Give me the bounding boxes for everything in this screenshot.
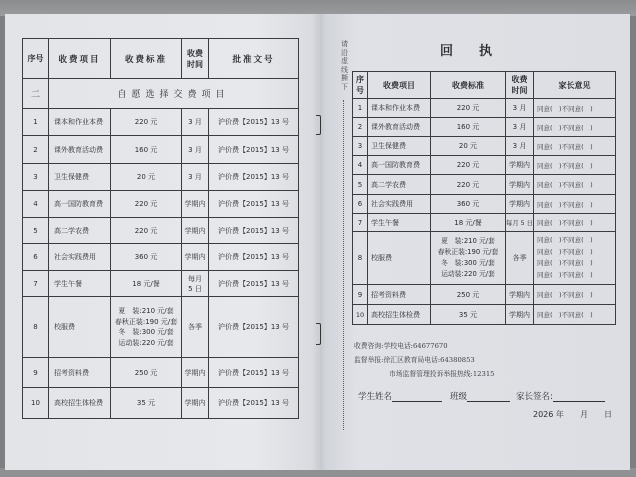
row-standard: 18 元/餐 — [431, 214, 506, 232]
table-row — [23, 164, 299, 191]
row-time: 学期内 — [182, 388, 209, 419]
receipt-table — [352, 71, 616, 325]
row-standard: 20 元 — [431, 137, 506, 156]
row-standard: 35 元 — [431, 305, 506, 325]
row-no: 7 — [353, 214, 368, 232]
row-approval: 沪价费【2015】13 号 — [209, 164, 299, 191]
class-field[interactable]: 班级 — [450, 390, 510, 402]
date-year: 2026 年 — [533, 410, 564, 419]
row-no: 9 — [23, 358, 49, 388]
opinion-checkbox[interactable]: 同意( )不同意( ) — [534, 137, 616, 156]
row-standard: 220 元 — [431, 156, 506, 175]
row-approval: 沪价费【2015】13 号 — [209, 218, 299, 244]
parent-signature-field[interactable]: 家长签名: — [516, 390, 605, 402]
row-no: 3 — [353, 137, 368, 156]
row-standard: 160 元 — [111, 136, 182, 164]
row-standard: 18 元/餐 — [111, 271, 182, 297]
row-no: 10 — [353, 305, 368, 325]
row-no: 5 — [353, 175, 368, 195]
student-name-blank[interactable] — [392, 393, 442, 402]
row-no: 8 — [353, 232, 368, 285]
row-item: 卫生保健费 — [368, 137, 431, 156]
row-item: 社会实践费用 — [49, 244, 111, 271]
receipt-row — [353, 175, 616, 195]
row-time: 学期内 — [506, 156, 534, 175]
row-standard: 250 元 — [111, 358, 182, 388]
table-row — [23, 358, 299, 388]
row-no: 6 — [353, 195, 368, 214]
opinion-checkbox[interactable]: 同意( )不同意( ) — [537, 259, 593, 267]
table-row — [23, 136, 299, 164]
header-no: 序 号 — [353, 72, 368, 99]
row-approval: 沪价费【2015】13 号 — [209, 297, 299, 358]
staple-top — [316, 115, 321, 135]
row-no: 8 — [23, 297, 49, 358]
tear-instruction: 请沿虚线撕下 — [341, 40, 348, 91]
row-approval: 沪价费【2015】13 号 — [209, 358, 299, 388]
row-standard: 160 元 — [431, 118, 506, 137]
row-time: 学期内 — [506, 285, 534, 305]
row-item: 高二学农费 — [368, 175, 431, 195]
tear-dotted-line[interactable] — [343, 100, 344, 430]
row-time: 3 月 — [182, 136, 209, 164]
receipt-title: 回执 — [440, 44, 519, 59]
group-index: 二 — [23, 79, 49, 109]
row-time: 各季 — [506, 232, 534, 285]
header-opinion: 家长意见 — [534, 72, 616, 99]
row-time: 3 月 — [506, 118, 534, 137]
staple-bottom — [316, 323, 321, 345]
group-row — [23, 79, 299, 109]
row-item: 高一国防教育费 — [49, 191, 111, 218]
row-item: 课本和作业本费 — [368, 99, 431, 118]
row-time: 各季 — [182, 297, 209, 358]
header-approval: 批准文号 — [209, 39, 299, 79]
row-time: 每月 5 日 — [506, 214, 534, 232]
row-standard: 360 元 — [431, 195, 506, 214]
row-approval: 沪价费【2015】13 号 — [209, 191, 299, 218]
row-approval: 沪价费【2015】13 号 — [209, 244, 299, 271]
row-no: 1 — [23, 109, 49, 136]
opinion-checkbox-group — [534, 232, 616, 285]
opinion-checkbox[interactable]: 同意( )不同意( ) — [537, 247, 593, 256]
row-no: 10 — [23, 388, 49, 419]
row-standard: 220 元 — [111, 109, 182, 136]
class-blank[interactable] — [467, 393, 510, 402]
receipt-row — [353, 214, 616, 232]
book-spine — [312, 14, 326, 470]
fee-inquiry-contact: 收费咨询:学校电话:64677670 — [354, 342, 448, 350]
opinion-checkbox[interactable]: 同意( )不同意( ) — [534, 118, 616, 137]
table-row — [23, 191, 299, 218]
opinion-checkbox[interactable]: 同意( )不同意( ) — [534, 195, 616, 214]
row-time: 学期内 — [506, 175, 534, 195]
receipt-row — [353, 137, 616, 156]
row-item: 校服费 — [49, 297, 111, 358]
header-item: 收费项目 — [368, 72, 431, 99]
row-approval: 沪价费【2015】13 号 — [209, 271, 299, 297]
opinion-checkbox[interactable]: 同意( )不同意( ) — [534, 156, 616, 175]
receipt-row — [353, 285, 616, 305]
row-standard: 35 元 — [111, 388, 182, 419]
row-time: 3 月 — [182, 109, 209, 136]
row-item: 高校招生体检费 — [368, 305, 431, 325]
receipt-row — [353, 195, 616, 214]
row-time: 学期内 — [506, 195, 534, 214]
row-no: 9 — [353, 285, 368, 305]
row-no: 1 — [353, 99, 368, 118]
row-time: 学期内 — [182, 244, 209, 271]
date-month: 月 — [580, 410, 588, 419]
row-no: 6 — [23, 244, 49, 271]
fee-table — [22, 38, 299, 419]
receipt-header-row — [353, 72, 616, 99]
opinion-checkbox[interactable]: 同意( )不同意( ) — [534, 214, 616, 232]
row-approval: 沪价费【2015】13 号 — [209, 109, 299, 136]
receipt-row — [353, 156, 616, 175]
row-item: 课外教育活动费 — [368, 118, 431, 137]
row-time: 每月 5 日 — [182, 271, 209, 297]
row-standard: 20 元 — [111, 164, 182, 191]
row-no: 4 — [23, 191, 49, 218]
row-no: 5 — [23, 218, 49, 244]
complaint-hotline: 市场监督管理投诉举报热线:12315 — [389, 370, 495, 378]
opinion-checkbox[interactable]: 同意( )不同意( ) — [534, 285, 616, 305]
row-item: 招考资料费 — [49, 358, 111, 388]
receipt-row — [353, 99, 616, 118]
row-time: 学期内 — [182, 358, 209, 388]
receipt-row — [353, 118, 616, 137]
row-no: 4 — [353, 156, 368, 175]
row-time: 学期内 — [506, 305, 534, 325]
opinion-checkbox[interactable]: 同意( )不同意( ) — [537, 236, 593, 244]
row-standard: 220 元 — [111, 218, 182, 244]
parent-signature-blank[interactable] — [553, 393, 605, 402]
receipt-row — [353, 232, 616, 285]
table-row — [23, 388, 299, 419]
opinion-checkbox[interactable]: 同意( )不同意( ) — [534, 175, 616, 195]
row-standard: 220 元 — [431, 99, 506, 118]
row-no: 7 — [23, 271, 49, 297]
row-standard: 250 元 — [431, 285, 506, 305]
row-item: 社会实践费用 — [368, 195, 431, 214]
row-item: 学生午餐 — [49, 271, 111, 297]
table-row — [23, 109, 299, 136]
row-item: 学生午餐 — [368, 214, 431, 232]
table-row — [23, 297, 299, 358]
row-no: 2 — [353, 118, 368, 137]
table-row — [23, 244, 299, 271]
receipt-row — [353, 305, 616, 325]
row-time: 3 月 — [506, 137, 534, 156]
row-no: 3 — [23, 164, 49, 191]
header-time: 收费 时间 — [506, 72, 534, 99]
row-no: 2 — [23, 136, 49, 164]
row-item: 招考资料费 — [368, 285, 431, 305]
row-time: 学期内 — [182, 191, 209, 218]
group-label: 自愿选择交费项目 — [49, 79, 299, 109]
row-item: 课本和作业本费 — [49, 109, 111, 136]
opinion-checkbox[interactable]: 同意( )不同意( ) — [534, 99, 616, 118]
row-item: 高二学农费 — [49, 218, 111, 244]
student-name-field[interactable]: 学生姓名 — [358, 390, 442, 402]
row-standard: 夏 装:210 元/套 春秋正装:190 元/套 冬 装:300 元/套 运动装:220 元/套 — [431, 232, 506, 285]
row-time: 学期内 — [182, 218, 209, 244]
opinion-checkbox[interactable]: 同意( )不同意( ) — [537, 270, 593, 279]
row-item: 课外教育活动费 — [49, 136, 111, 164]
row-approval: 沪价费【2015】13 号 — [209, 388, 299, 419]
date-day: 日 — [604, 410, 612, 419]
row-item: 高一国防教育费 — [368, 156, 431, 175]
table-row — [23, 271, 299, 297]
opinion-checkbox[interactable]: 同意( )不同意( ) — [534, 305, 616, 325]
header-standard: 收费标准 — [431, 72, 506, 99]
row-item: 高校招生体检费 — [49, 388, 111, 419]
row-standard: 220 元 — [431, 175, 506, 195]
row-item: 校服费 — [368, 232, 431, 285]
row-standard: 360 元 — [111, 244, 182, 271]
supervision-contact: 监督举报:徐汇区教育局电话:64380853 — [354, 356, 475, 364]
row-time: 3 月 — [182, 164, 209, 191]
table-row — [23, 218, 299, 244]
row-standard: 夏 装:210 元/套 春秋正装:190 元/套 冬 装:300 元/套 运动装:220 元/套 — [111, 297, 182, 358]
row-time: 3 月 — [506, 99, 534, 118]
header-standard: 收费标准 — [111, 39, 182, 79]
header-item: 收费项目 — [49, 39, 111, 79]
header-time: 收费 时间 — [182, 39, 209, 79]
header-no: 序号 — [23, 39, 49, 79]
row-approval: 沪价费【2015】13 号 — [209, 136, 299, 164]
table-header-row — [23, 39, 299, 79]
row-standard: 220 元 — [111, 191, 182, 218]
row-item: 卫生保健费 — [49, 164, 111, 191]
